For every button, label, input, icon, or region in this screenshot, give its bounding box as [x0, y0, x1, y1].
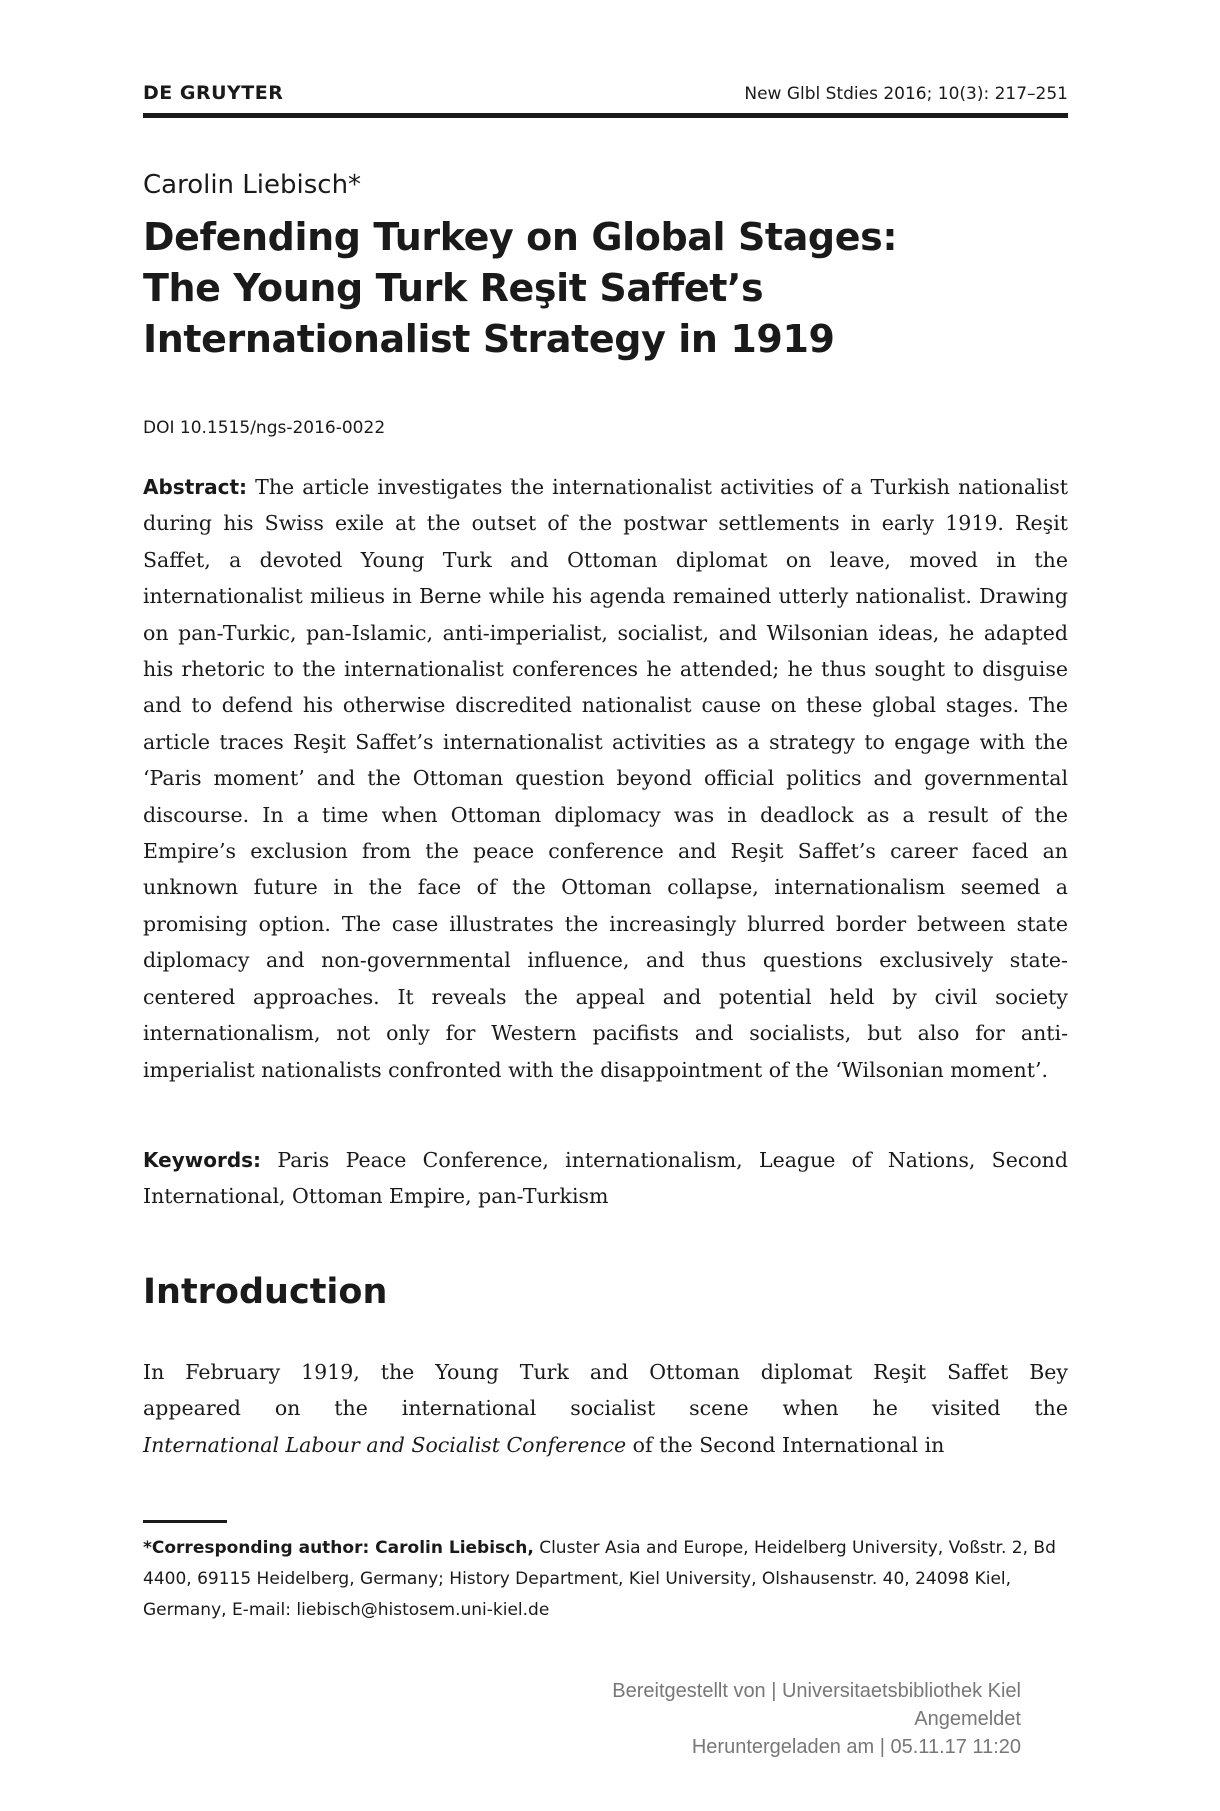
article-title — [143, 212, 1068, 365]
word: February — [185, 1360, 281, 1384]
intro-line-3-rest: of the Second International in — [626, 1432, 945, 1457]
word: Saffet — [947, 1360, 1009, 1384]
intro-line-3 — [143, 1427, 1068, 1463]
publisher-name: DE GRUYTER — [143, 82, 284, 104]
word: Turk — [519, 1360, 569, 1384]
word: Bey — [1029, 1360, 1068, 1384]
word: socialist — [570, 1396, 656, 1421]
word: on — [274, 1396, 301, 1421]
journal-reference: New Glbl Stdies 2016; 10(3): 217–251 — [744, 84, 1068, 104]
header-rule — [143, 113, 1068, 118]
keywords-label: Keywords: — [143, 1148, 262, 1172]
stamp-line-1: Bereitgestellt von | Universitaetsbibliothek Kiel — [612, 1680, 1021, 1702]
intro-line-1 — [143, 1354, 1068, 1390]
word: when — [782, 1396, 839, 1421]
stamp-line-3: Heruntergeladen am | 05.11.17 11:20 — [691, 1736, 1021, 1758]
title-line-1: Defending Turkey on Global Stages: — [143, 215, 898, 259]
word: 1919, — [301, 1360, 360, 1384]
word: In — [143, 1360, 165, 1384]
word: visited — [931, 1396, 1001, 1421]
word: the — [334, 1396, 368, 1421]
footnote-rule — [143, 1520, 227, 1523]
article-doi: DOI 10.1515/ngs-2016-0022 — [143, 418, 386, 438]
abstract-label: Abstract: — [143, 475, 248, 499]
word: diplomat — [760, 1360, 853, 1384]
stamp-line-2: Angemeldet — [914, 1708, 1021, 1730]
title-line-2: The Young Turk Reşit Saffet’s — [143, 266, 764, 310]
word: scene — [689, 1396, 749, 1421]
intro-line-2 — [143, 1390, 1068, 1426]
keywords-text: Paris Peace Conference, internationalism, League of Nations, Second International, Ottoman Empire, pan-Turkism — [143, 1148, 1068, 1209]
word: appeared — [143, 1396, 241, 1421]
abstract-paragraph — [143, 469, 1068, 1088]
title-line-3: Internationalist Strategy in 1919 — [143, 317, 835, 361]
word: the — [1034, 1396, 1068, 1421]
article-author: Carolin Liebisch* — [143, 170, 362, 200]
word: international — [401, 1396, 537, 1421]
footnote-text: Cluster Asia and Europe, Heidelberg University, Voßstr. 2, Bd 4400, 69115 Heidelberg, Germany; History Department, Kiel University, Olshausenstr. 40, 24098 Kiel, Germany, E-mail: liebisch@histosem.uni-kiel.de — [143, 1538, 1056, 1620]
word: Young — [435, 1360, 499, 1384]
abstract-text: The article investigates the internationalist activities of a Turkish nationalist during his Swiss exile at the outset of the postwar settlements in early 1919. Reşit Saffet, a devoted Young Turk and Ottoman diplomat on leave, moved in the internationalist milieus in Berne while his agenda remained utterly nationalist. Drawing on pan-Turkic, pan-Islamic, anti-imperialist, socialist, and Wilsonian ideas, he adapted his rhetoric to the internationalist conferences he attended; he thus sought to disguise and to defend his otherwise discredited nationalist cause on these global stages. The article traces Reşit Saffet’s internationalist activities as a strategy to engage with the ‘Paris moment’ and the Ottoman question beyond official politics and governmental discourse. In a time when Ottoman diplomacy was in deadlock as a result of the Empire’s exclusion from the peace conference and Reşit Saffet’s career faced an unknown future in the face of the Ottoman collapse, internationalism seemed a promising option. The case illustrates the increasingly blurred border between state diplomacy and non-governmental influence, and thus questions exclusively state-centered approaches. It reveals the appeal and potential held by civil society internationalism, not only for Western pacifists and socialists, but also for anti-imperialist nationalists confronted with the disappointment of the ‘Wilsonian moment’. — [143, 475, 1068, 1082]
section-heading-introduction: Introduction — [143, 1272, 388, 1312]
keywords-paragraph — [143, 1142, 1068, 1215]
conference-name: International Labour and Socialist Conference — [143, 1432, 627, 1457]
page-header — [143, 74, 1068, 104]
word: he — [872, 1396, 898, 1421]
footnote-label: *Corresponding author: Carolin Liebisch, — [143, 1538, 534, 1558]
download-stamp — [612, 1677, 1021, 1761]
word: Ottoman — [649, 1360, 740, 1384]
word: Reşit — [873, 1360, 927, 1384]
word: and — [589, 1360, 629, 1384]
word: the — [380, 1360, 415, 1384]
introduction-paragraph — [143, 1354, 1068, 1463]
footnote — [143, 1533, 1068, 1626]
